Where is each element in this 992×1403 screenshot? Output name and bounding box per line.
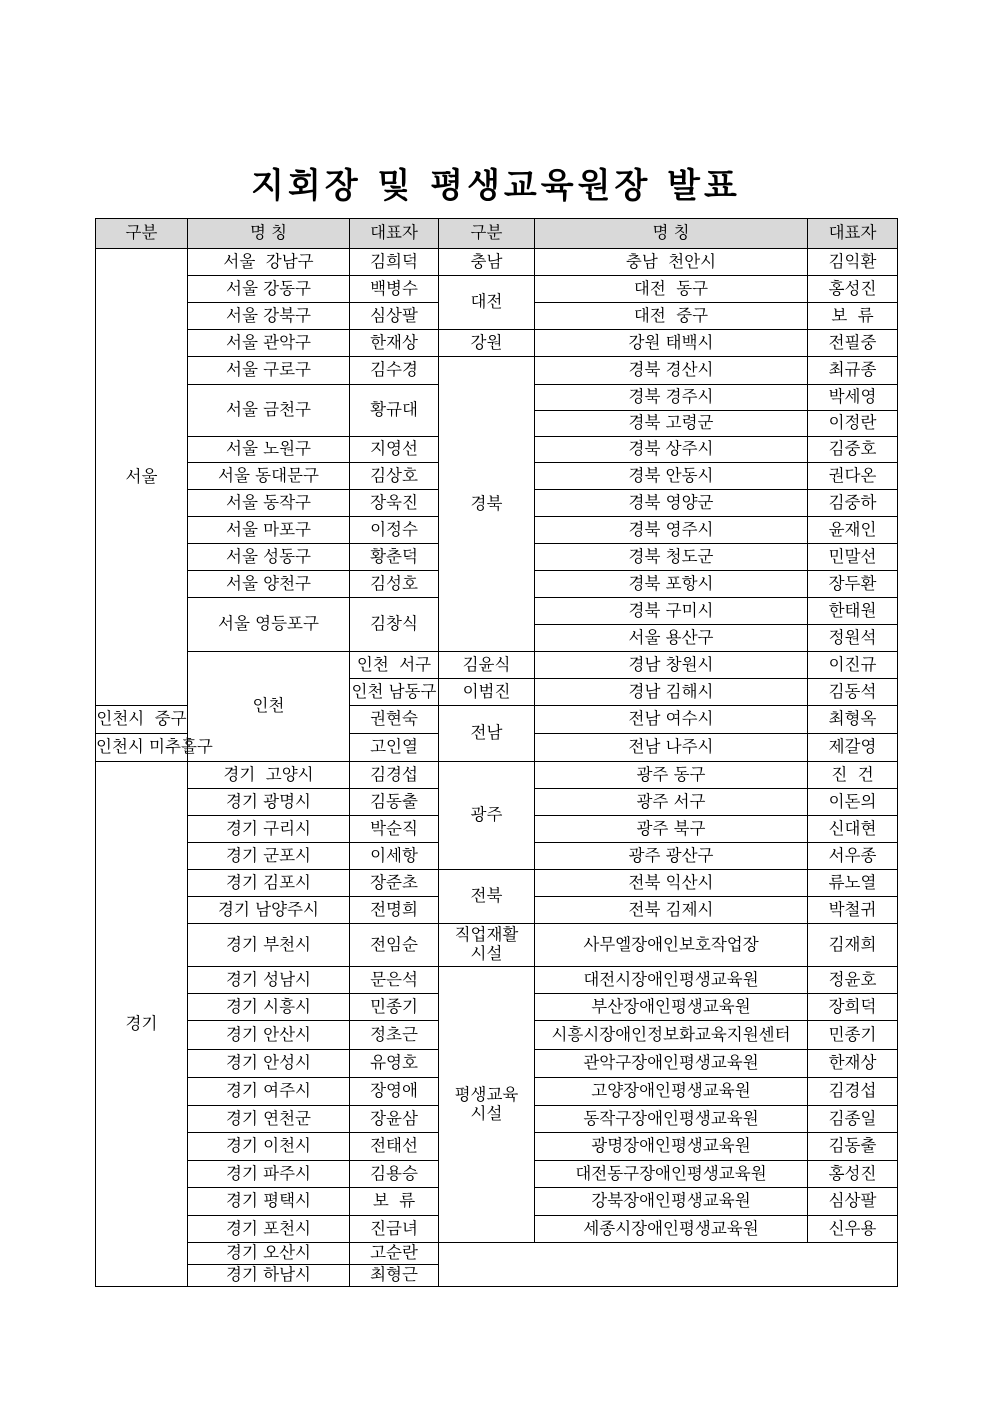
- branch-rep: 류노열: [808, 870, 898, 897]
- branch-rep: 김익환: [808, 249, 898, 276]
- branch-name: 서울 영등포구: [188, 598, 350, 652]
- branch-name: 경북 상주시: [535, 437, 808, 463]
- branch-rep: 김동출: [808, 1133, 898, 1161]
- table-row: [96, 1243, 898, 1265]
- branch-name: 경기 안산시: [188, 1021, 350, 1050]
- group-cell: 인천: [188, 652, 350, 762]
- branch-name: 대전 중구: [535, 303, 808, 330]
- branch-rep: 심상팔: [350, 303, 439, 330]
- branch-rep: 김동출: [350, 789, 439, 816]
- table-row: [96, 330, 898, 357]
- branch-rep: 전명희: [350, 897, 439, 924]
- branch-rep: 장희덕: [808, 994, 898, 1021]
- branch-name: 경기 포천시: [188, 1216, 350, 1243]
- branch-rep: 박세영: [808, 385, 898, 411]
- branch-name: 대전 동구: [535, 276, 808, 303]
- branch-rep: 김중호: [808, 437, 898, 463]
- branch-rep: 제갈영: [808, 734, 898, 762]
- branch-rep: 김종일: [808, 1106, 898, 1133]
- header-name: 명 칭: [188, 219, 350, 249]
- branch-rep: 진 건: [808, 762, 898, 789]
- branch-rep: 최형근: [350, 1265, 439, 1287]
- branch-rep: 이정수: [350, 517, 439, 544]
- branch-name: 광주 광산구: [535, 843, 808, 870]
- branch-name: 인천 남동구: [350, 679, 439, 706]
- branch-rep: 김창식: [350, 598, 439, 652]
- header-rep: 대표자: [808, 219, 898, 249]
- branch-rep: 김희덕: [350, 249, 439, 276]
- branch-rep: 진금녀: [350, 1216, 439, 1243]
- branch-rep: 홍성진: [808, 276, 898, 303]
- branch-rep: 박철귀: [808, 897, 898, 924]
- group-cell: 전북: [439, 870, 535, 924]
- branch-name: 서울 강북구: [188, 303, 350, 330]
- branch-name: 경기 김포시: [188, 870, 350, 897]
- branch-name: 대전동구장애인평생교육원: [535, 1161, 808, 1188]
- branch-name: 서울 구로구: [188, 357, 350, 385]
- branch-name: 광주 북구: [535, 816, 808, 843]
- branch-rep: 김경섭: [350, 762, 439, 789]
- branch-name: 서울 관악구: [188, 330, 350, 357]
- table-row: [96, 924, 898, 967]
- branch-name: 서울 용산구: [535, 625, 808, 652]
- branch-rep: 문은석: [350, 967, 439, 994]
- table-row: [96, 357, 898, 385]
- branch-name: 서울 강동구: [188, 276, 350, 303]
- branch-name: 경기 파주시: [188, 1161, 350, 1188]
- branch-name: 경북 경주시: [535, 385, 808, 411]
- branch-name: 경기 광명시: [188, 789, 350, 816]
- branch-name: 전남 여수시: [535, 706, 808, 734]
- group-cell: 강원: [439, 330, 535, 357]
- header-row: [96, 219, 898, 249]
- branch-rep: 백병수: [350, 276, 439, 303]
- branch-rep: 장두환: [808, 571, 898, 598]
- branch-name: 경북 구미시: [535, 598, 808, 625]
- header-rep: 대표자: [350, 219, 439, 249]
- branch-name: 광주 동구: [535, 762, 808, 789]
- branch-rep: 김윤식: [439, 652, 535, 679]
- branch-name: 전북 익산시: [535, 870, 808, 897]
- branch-name: 경기 성남시: [188, 967, 350, 994]
- branch-rep: 신대현: [808, 816, 898, 843]
- branch-rep: 김경섭: [808, 1078, 898, 1106]
- branch-name: 서울 동대문구: [188, 463, 350, 490]
- header-name: 명 칭: [535, 219, 808, 249]
- branch-name: 경북 경산시: [535, 357, 808, 385]
- branch-rep: 홍성진: [808, 1161, 898, 1188]
- branch-rep: 보 류: [350, 1188, 439, 1216]
- branch-name: 강북장애인평생교육원: [535, 1188, 808, 1216]
- branch-rep: 민종기: [350, 994, 439, 1021]
- branch-rep: 한재상: [350, 330, 439, 357]
- branch-rep: 장욱진: [350, 490, 439, 517]
- branch-rep: 김동석: [808, 679, 898, 706]
- branch-name: 인천시 미추홀구: [96, 734, 188, 762]
- table-row: [96, 762, 898, 789]
- branch-rep: 신우용: [808, 1216, 898, 1243]
- branch-rep: 장윤삼: [350, 1106, 439, 1133]
- branch-rep: 장영애: [350, 1078, 439, 1106]
- branch-name: 전남 나주시: [535, 734, 808, 762]
- branch-rep: 고순란: [350, 1243, 439, 1265]
- branch-name: 경남 김해시: [535, 679, 808, 706]
- branch-rep: 김용승: [350, 1161, 439, 1188]
- header-category: 구분: [439, 219, 535, 249]
- branch-rep: 한태원: [808, 598, 898, 625]
- page-title: 지회장 및 평생교육원장 발표: [251, 166, 741, 206]
- roster-table: [95, 218, 898, 1287]
- branch-name: 부산장애인평생교육원: [535, 994, 808, 1021]
- branch-name: 광주 서구: [535, 789, 808, 816]
- branch-name: 경북 고령군: [535, 411, 808, 437]
- group-cell: 대전: [439, 276, 535, 330]
- group-cell: 직업재활 시설: [439, 924, 535, 967]
- branch-name: 경기 군포시: [188, 843, 350, 870]
- branch-name: 서울 금천구: [188, 385, 350, 437]
- branch-rep: 유영호: [350, 1050, 439, 1078]
- branch-rep: 보 류: [808, 303, 898, 330]
- branch-rep: 권다온: [808, 463, 898, 490]
- group-cell: 경북: [439, 357, 535, 652]
- group-cell: 충남: [439, 249, 535, 276]
- branch-rep: 이진규: [808, 652, 898, 679]
- branch-name: 충남 천안시: [535, 249, 808, 276]
- branch-rep: 이정란: [808, 411, 898, 437]
- branch-name: 강원 태백시: [535, 330, 808, 357]
- branch-name: 시흥시장애인정보화교육지원센터: [535, 1021, 808, 1050]
- branch-name: 경북 영주시: [535, 517, 808, 544]
- branch-rep: 권현숙: [350, 706, 439, 734]
- branch-rep: 최규종: [808, 357, 898, 385]
- group-cell: 광주: [439, 762, 535, 870]
- branch-name: 경북 안동시: [535, 463, 808, 490]
- group-cell: 평생교육 시설: [439, 967, 535, 1243]
- branch-rep: 최형옥: [808, 706, 898, 734]
- branch-name: 서울 동작구: [188, 490, 350, 517]
- group-cell: 경기: [96, 762, 188, 1287]
- branch-rep: 김재희: [808, 924, 898, 967]
- branch-name: 경기 하남시: [188, 1265, 350, 1287]
- branch-rep: 박순직: [350, 816, 439, 843]
- branch-name: 경북 영양군: [535, 490, 808, 517]
- table-row: [96, 276, 898, 303]
- branch-rep: 황규대: [350, 385, 439, 437]
- branch-rep: 윤재인: [808, 517, 898, 544]
- branch-rep: 김수경: [350, 357, 439, 385]
- branch-name: 서울 노원구: [188, 437, 350, 463]
- branch-name: 경북 포항시: [535, 571, 808, 598]
- branch-name: 경기 남양주시: [188, 897, 350, 924]
- branch-rep: 장준초: [350, 870, 439, 897]
- branch-rep: 심상팔: [808, 1188, 898, 1216]
- branch-rep: 김상호: [350, 463, 439, 490]
- branch-rep: 고인열: [350, 734, 439, 762]
- group-cell: 서울: [96, 249, 188, 706]
- branch-rep: 김중하: [808, 490, 898, 517]
- branch-name: 전북 김제시: [535, 897, 808, 924]
- branch-name: 경기 오산시: [188, 1243, 350, 1265]
- branch-name: 경기 시흥시: [188, 994, 350, 1021]
- branch-name: 경남 창원시: [535, 652, 808, 679]
- branch-name: 사무엘장애인보호작업장: [535, 924, 808, 967]
- branch-name: 서울 강남구: [188, 249, 350, 276]
- branch-name: 관악구장애인평생교육원: [535, 1050, 808, 1078]
- empty-cell: [439, 1243, 898, 1287]
- branch-rep: 전임순: [350, 924, 439, 967]
- branch-name: 서울 마포구: [188, 517, 350, 544]
- branch-name: 경기 여주시: [188, 1078, 350, 1106]
- header-category: 구분: [96, 219, 188, 249]
- branch-name: 대전시장애인평생교육원: [535, 967, 808, 994]
- branch-name: 세종시장애인평생교육원: [535, 1216, 808, 1243]
- branch-name: 경기 연천군: [188, 1106, 350, 1133]
- branch-name: 동작구장애인평생교육원: [535, 1106, 808, 1133]
- table-row: [96, 249, 898, 276]
- branch-rep: 지영선: [350, 437, 439, 463]
- table-row: [96, 967, 898, 994]
- table-row: [96, 652, 898, 679]
- branch-name: 고양장애인평생교육원: [535, 1078, 808, 1106]
- branch-name: 경기 이천시: [188, 1133, 350, 1161]
- table-row: [96, 870, 898, 897]
- branch-rep: 정원석: [808, 625, 898, 652]
- branch-rep: 이범진: [439, 679, 535, 706]
- branch-rep: 이세항: [350, 843, 439, 870]
- branch-name: 인천시 중구: [96, 706, 188, 734]
- branch-rep: 전태선: [350, 1133, 439, 1161]
- branch-rep: 전필중: [808, 330, 898, 357]
- branch-rep: 이돈의: [808, 789, 898, 816]
- branch-rep: 황춘덕: [350, 544, 439, 571]
- branch-name: 경기 안성시: [188, 1050, 350, 1078]
- branch-name: 광명장애인평생교육원: [535, 1133, 808, 1161]
- branch-rep: 정윤호: [808, 967, 898, 994]
- branch-name: 인천 서구: [350, 652, 439, 679]
- branch-rep: 김성호: [350, 571, 439, 598]
- branch-rep: 한재상: [808, 1050, 898, 1078]
- branch-name: 서울 성동구: [188, 544, 350, 571]
- branch-rep: 정초근: [350, 1021, 439, 1050]
- branch-name: 경기 부천시: [188, 924, 350, 967]
- branch-rep: 민말선: [808, 544, 898, 571]
- branch-name: 경북 청도군: [535, 544, 808, 571]
- branch-name: 경기 고양시: [188, 762, 350, 789]
- branch-rep: 민종기: [808, 1021, 898, 1050]
- branch-name: 서울 양천구: [188, 571, 350, 598]
- branch-name: 경기 구리시: [188, 816, 350, 843]
- branch-name: 경기 평택시: [188, 1188, 350, 1216]
- group-cell: 전남: [439, 706, 535, 762]
- branch-rep: 서우종: [808, 843, 898, 870]
